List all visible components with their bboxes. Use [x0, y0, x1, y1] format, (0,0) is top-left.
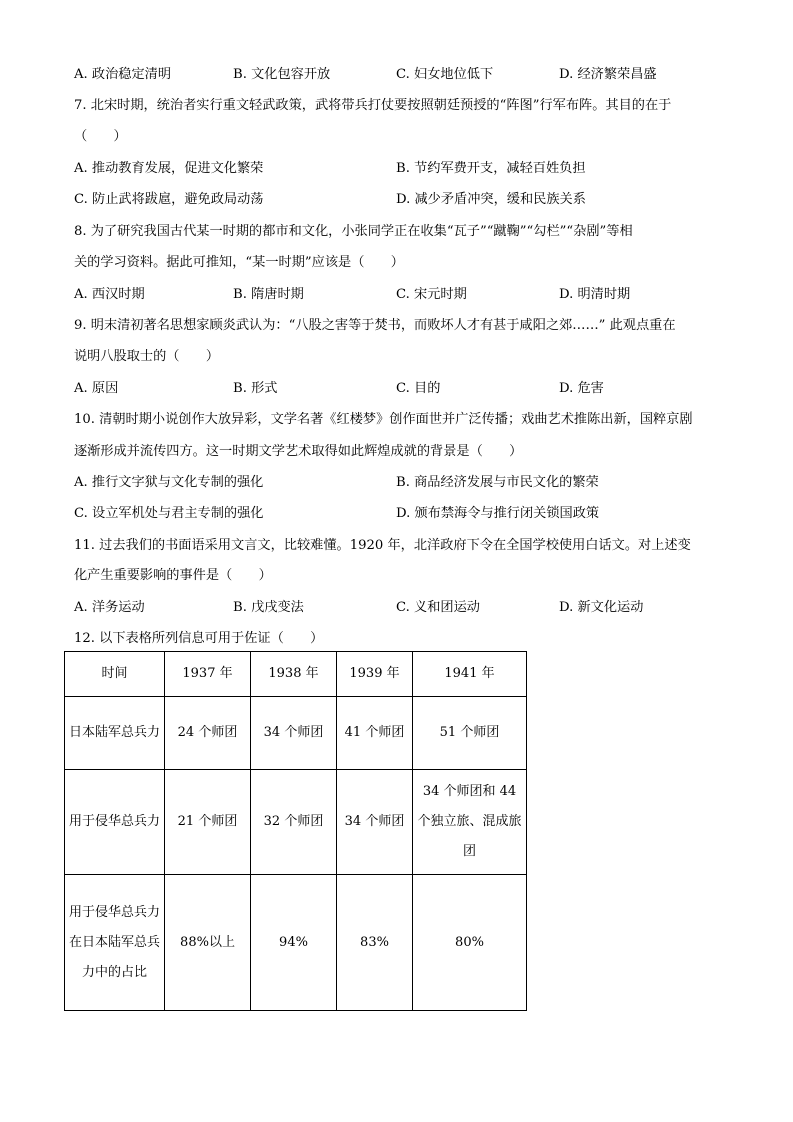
q9-stem-line2: 说明八股取士的（ ）	[74, 349, 220, 364]
table-cell: 94%	[251, 875, 337, 1011]
table-cell: 日本陆军总兵力	[65, 697, 165, 770]
q6-option-a[interactable]: A. 政治稳定清明	[74, 67, 172, 82]
table-cell: 41 个师团	[337, 697, 413, 770]
troop-strength-table	[64, 651, 527, 1011]
table-header-row	[65, 652, 527, 697]
q11-stem-line2: 化产生重要影响的事件是（ ）	[74, 568, 272, 583]
table-cell: 24 个师团	[165, 697, 251, 770]
q7-option-a[interactable]: A. 推动教育发展，促进文化繁荣	[74, 161, 264, 176]
q11-option-d[interactable]: D. 新文化运动	[559, 600, 644, 615]
q12-stem: 12. 以下表格所列信息可用于佐证（ ）	[74, 631, 324, 646]
table-cell: 88%以上	[165, 875, 251, 1011]
table-cell: 用于侵华总兵力	[65, 770, 165, 875]
q8-option-b[interactable]: B. 隋唐时期	[233, 287, 304, 302]
table-cell: 21 个师团	[165, 770, 251, 875]
q11-option-b[interactable]: B. 戊戌变法	[233, 600, 304, 615]
q7-option-c[interactable]: C. 防止武将跋扈，避免政局动荡	[74, 192, 264, 207]
q8-stem-line2: 关的学习资料。据此可推知，“某一时期”应该是（ ）	[74, 255, 404, 270]
q8-option-c[interactable]: C. 宋元时期	[396, 287, 467, 302]
q6-option-b[interactable]: B. 文化包容开放	[233, 67, 331, 82]
q8-option-a[interactable]: A. 西汉时期	[74, 287, 145, 302]
q10-option-b[interactable]: B. 商品经济发展与市民文化的繁荣	[396, 475, 599, 490]
table-header-cell: 1941 年	[413, 652, 527, 697]
table-header-cell: 1939 年	[337, 652, 413, 697]
q9-option-d[interactable]: D. 危害	[559, 381, 604, 396]
q9-stem-line1: 9. 明末清初著名思想家顾炎武认为：“八股之害等于焚书，而败坏人才有甚于咸阳之郊……” 此观点重在	[74, 318, 676, 333]
table-header-cell: 1938 年	[251, 652, 337, 697]
table-row	[65, 697, 527, 770]
table-cell: 34 个师团和 44 个独立旅、混成旅团	[413, 770, 527, 875]
q10-stem-line2: 逐渐形成并流传四方。这一时期文学艺术取得如此辉煌成就的背景是（ ）	[74, 444, 523, 459]
q8-stem-line1: 8. 为了研究我国古代某一时期的都市和文化，小张同学正在收集“瓦子”“蹴鞠”“勾栏”“杂剧”等相	[74, 224, 633, 239]
q7-stem-line2: （ ）	[74, 129, 127, 144]
table-cell: 34 个师团	[251, 697, 337, 770]
q11-stem-line1: 11. 过去我们的书面语采用文言文，比较难懂。1920 年，北洋政府下令在全国学校使用白话文。对上述变	[74, 538, 691, 553]
q7-option-d[interactable]: D. 减少矛盾冲突，缓和民族关系	[396, 192, 586, 207]
table-header-cell: 1937 年	[165, 652, 251, 697]
table-row	[65, 875, 527, 1011]
q8-option-d[interactable]: D. 明清时期	[559, 287, 631, 302]
table-cell: 32 个师团	[251, 770, 337, 875]
q7-stem-line1: 7. 北宋时期，统治者实行重文轻武政策，武将带兵打仗要按照朝廷预授的“阵图”行军布阵。其目的在于	[74, 98, 672, 113]
q11-option-c[interactable]: C. 义和团运动	[396, 600, 480, 615]
q6-option-c[interactable]: C. 妇女地位低下	[396, 67, 494, 82]
table-row	[65, 770, 527, 875]
q6-option-d[interactable]: D. 经济繁荣昌盛	[559, 67, 657, 82]
q7-option-b[interactable]: B. 节约军费开支，减轻百姓负担	[396, 161, 586, 176]
table-cell: 用于侵华总兵力在日本陆军总兵力中的占比	[65, 875, 165, 1011]
q10-option-c[interactable]: C. 设立军机处与君主专制的强化	[74, 506, 264, 521]
q11-option-a[interactable]: A. 洋务运动	[74, 600, 145, 615]
table-cell: 34 个师团	[337, 770, 413, 875]
table-cell: 51 个师团	[413, 697, 527, 770]
q9-option-c[interactable]: C. 目的	[396, 381, 441, 396]
q10-option-d[interactable]: D. 颁布禁海令与推行闭关锁国政策	[396, 506, 600, 521]
q9-option-a[interactable]: A. 原因	[74, 381, 119, 396]
q10-stem-line1: 10. 清朝时期小说创作大放异彩，文学名著《红楼梦》创作面世并广泛传播；戏曲艺术推陈出新，国粹京剧	[74, 412, 693, 427]
q10-option-a[interactable]: A. 推行文字狱与文化专制的强化	[74, 475, 264, 490]
q9-option-b[interactable]: B. 形式	[233, 381, 278, 396]
table-header-cell: 时间	[65, 652, 165, 697]
table-cell: 83%	[337, 875, 413, 1011]
table-cell: 80%	[413, 875, 527, 1011]
